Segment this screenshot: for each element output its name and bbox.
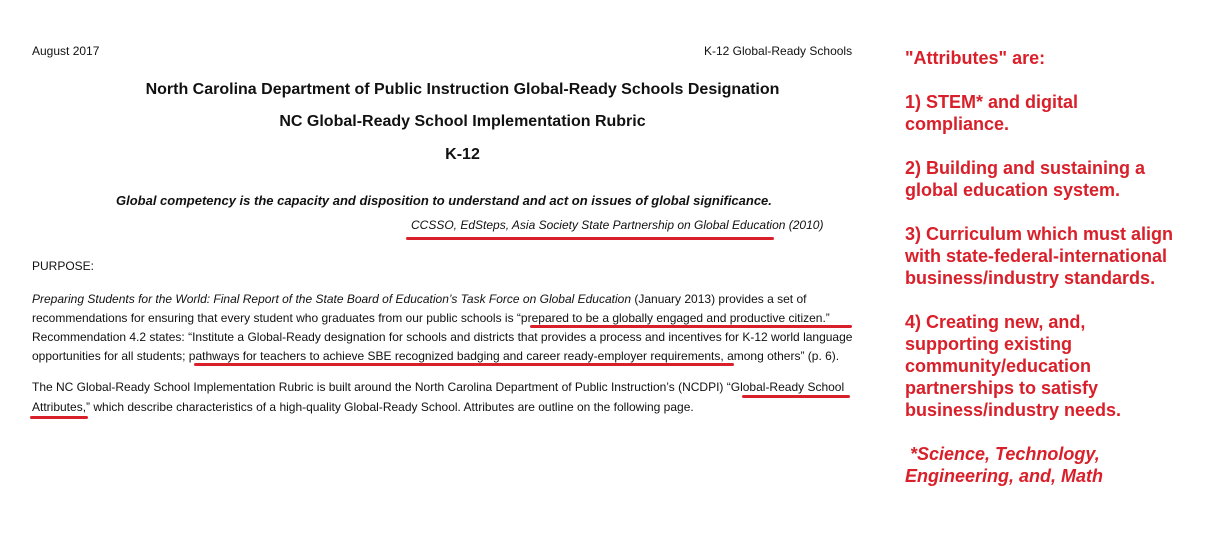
attribute-4-line-5: business/industry needs. [905, 400, 1122, 420]
report-title: Preparing Students for the World: Final Report of the State Board of Education’s Task Force on Global Education [32, 292, 632, 306]
highlight-attributes: Attributes [32, 400, 83, 414]
attribute-1-line-1: 1) STEM* and digital [905, 92, 1079, 112]
attribute-4-line-2: supporting existing [905, 334, 1073, 354]
paragraph-line-2-pre: recommendations for ensuring that every student who graduates from our public schools is “ [32, 311, 521, 325]
paragraph-line-4-pre: opportunities for all students; [32, 349, 189, 363]
paragraph-line-6-post: ,” which describe characteristics of a high-quality Global-Ready School. Attributes are outline on the following page. [82, 400, 694, 414]
paragraph-line-4-post: , among others” (p. 6). [720, 349, 840, 363]
attributes-annotation [905, 47, 1210, 487]
paragraph-line-6 [32, 400, 694, 415]
underline-global-ready-school [742, 395, 850, 398]
footnote-line-2: Engineering, and, Math [905, 466, 1104, 486]
title-line-1: North Carolina Department of Public Instruction Global-Ready Schools Designation [145, 81, 780, 98]
paragraph-line-1 [32, 292, 806, 307]
paragraph-line-5-pre: The NC Global-Ready School Implementation Rubric is built around the North Carolina Department of Public Instruction’s (NCDPI) “ [32, 380, 731, 394]
attribute-4-line-3: community/education [905, 356, 1092, 376]
attribute-2-line-1: 2) Building and sustaining a [905, 158, 1146, 178]
underline-pathways [194, 363, 734, 366]
attribute-4-line-1: 4) Creating new, and, [905, 312, 1086, 332]
highlight-pathways: pathways for teachers to achieve SBE recognized badging and career ready-employer requirements [188, 349, 721, 363]
attribute-3-line-1: 3) Curriculum which must align [905, 224, 1174, 244]
footnote-line-1: *Science, Technology, [905, 444, 1100, 464]
attribute-3-line-3: business/industry standards. [905, 268, 1156, 288]
header-doc-label: K-12 Global-Ready Schools [704, 44, 853, 58]
annotation-heading: "Attributes" are: [905, 48, 1046, 68]
attribute-2-line-2: global education system. [905, 180, 1121, 200]
highlight-global-ready-school: Global-Ready School [730, 380, 845, 394]
title-line-3: K-12 [445, 146, 480, 163]
paragraph-line-3: Recommendation 4.2 states: “Institute a Global-Ready designation for schools and districts that provides a process and incentives for K-12 world language [32, 330, 853, 344]
highlight-globally-engaged: prepared to be a globally engaged and productive citizen [520, 311, 823, 325]
underline-attributes [30, 416, 88, 419]
header-date: August 2017 [32, 44, 100, 58]
quote-text: Global competency is the capacity and disposition to understand and act on issues of global significance. [116, 193, 772, 208]
paragraph-line-2-post: .” [822, 311, 830, 325]
attribute-3-line-2: with state-federal-international [905, 246, 1168, 266]
quote-source: CCSSO, EdSteps, Asia Society State Partnership on Global Education (2010) [411, 218, 824, 232]
title-line-2: NC Global-Ready School Implementation Rubric [279, 113, 646, 130]
underline-quote-source [406, 237, 774, 240]
attribute-1-line-2: compliance. [905, 114, 1010, 134]
attribute-4-line-4: partnerships to satisfy [905, 378, 1099, 398]
paragraph-line-2 [32, 311, 830, 326]
paragraph-line-5 [32, 380, 844, 395]
purpose-heading: PURPOSE: [32, 259, 95, 273]
underline-globally-engaged [530, 325, 852, 328]
paragraph-line-1-rest: (January 2013) provides a set of [631, 292, 807, 306]
paragraph-line-4 [32, 349, 839, 364]
